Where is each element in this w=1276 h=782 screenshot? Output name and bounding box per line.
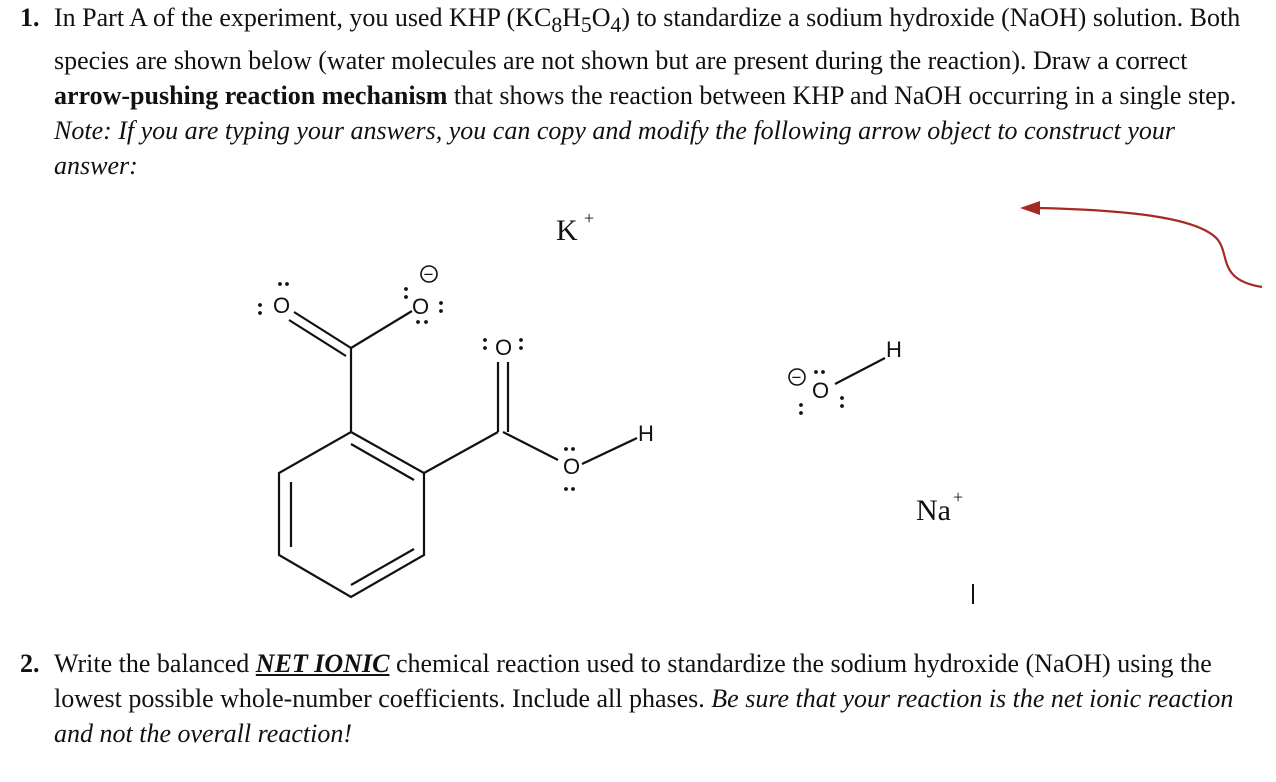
question-1 xyxy=(20,0,1260,183)
potassium-charge: + xyxy=(584,208,595,228)
carboxylic-acid-group xyxy=(424,335,654,491)
question-2-note: Be sure that your reaction is the net ionic reaction and not the overall reaction! xyxy=(54,684,1234,748)
question-1-note: Note: If you are typing your answers, you can copy and modify the following arrow object to construct your answer: xyxy=(54,116,1175,181)
carboxylate-group xyxy=(258,265,443,432)
carboxylate-negative-charge: − xyxy=(423,265,434,284)
potassium-ion: K xyxy=(556,214,578,247)
sodium-charge: + xyxy=(953,487,964,507)
question-2-number: 2. xyxy=(20,649,40,678)
hydroxide-oxygen: O xyxy=(812,378,830,403)
question-1-text: In Part A of the experiment, you used KHP $(KC_8H_5O_4)$ to standardize a sodium hydroxide (NaOH) solution. Both species are shown below (water molecules are not shown but are present during the reaction). Draw a correct arrow-pushing reaction mechanism that shows the reaction between KHP and NaOH occurring in a single step. Note: If you are typing your answers, you can copy and modify the following arrow object to construct your answer: xyxy=(54,3,1241,181)
carbonyl-oxygen-1: O xyxy=(273,293,291,318)
benzene-ring xyxy=(279,432,424,597)
carbonyl-oxygen-2: O xyxy=(495,335,513,360)
curved-arrow-icon[interactable] xyxy=(1020,201,1262,287)
hydroxyl-oxygen: O xyxy=(563,454,581,479)
hydroxide-hydrogen: H xyxy=(886,337,902,362)
sodium-ion: Na xyxy=(916,494,951,527)
question-2 xyxy=(20,646,1260,751)
question-1-number: 1. xyxy=(20,3,40,32)
khp-subscript-c: 8 xyxy=(551,13,563,38)
carboxylate-oxygen: O xyxy=(412,294,430,319)
net-ionic-emphasis: NET IONIC xyxy=(255,649,390,678)
khp-subscript-h: 5 xyxy=(580,13,592,38)
question-2-text: Write the balanced NET IONIC chemical reaction used to standardize the sodium hydroxide (NaOH) using the lowest possible whole-number coefficients. Include all phases. Be sure that your reaction is the net ionic reaction and not the overall reaction! xyxy=(54,649,1234,748)
text-cursor xyxy=(972,584,974,604)
acid-hydrogen: H xyxy=(638,421,654,446)
hydroxide-negative-charge: − xyxy=(791,368,802,387)
mechanism-phrase: arrow-pushing reaction mechanism xyxy=(54,81,448,111)
hydroxide-ion xyxy=(789,337,902,415)
khp-subscript-o: 4 xyxy=(610,13,622,38)
